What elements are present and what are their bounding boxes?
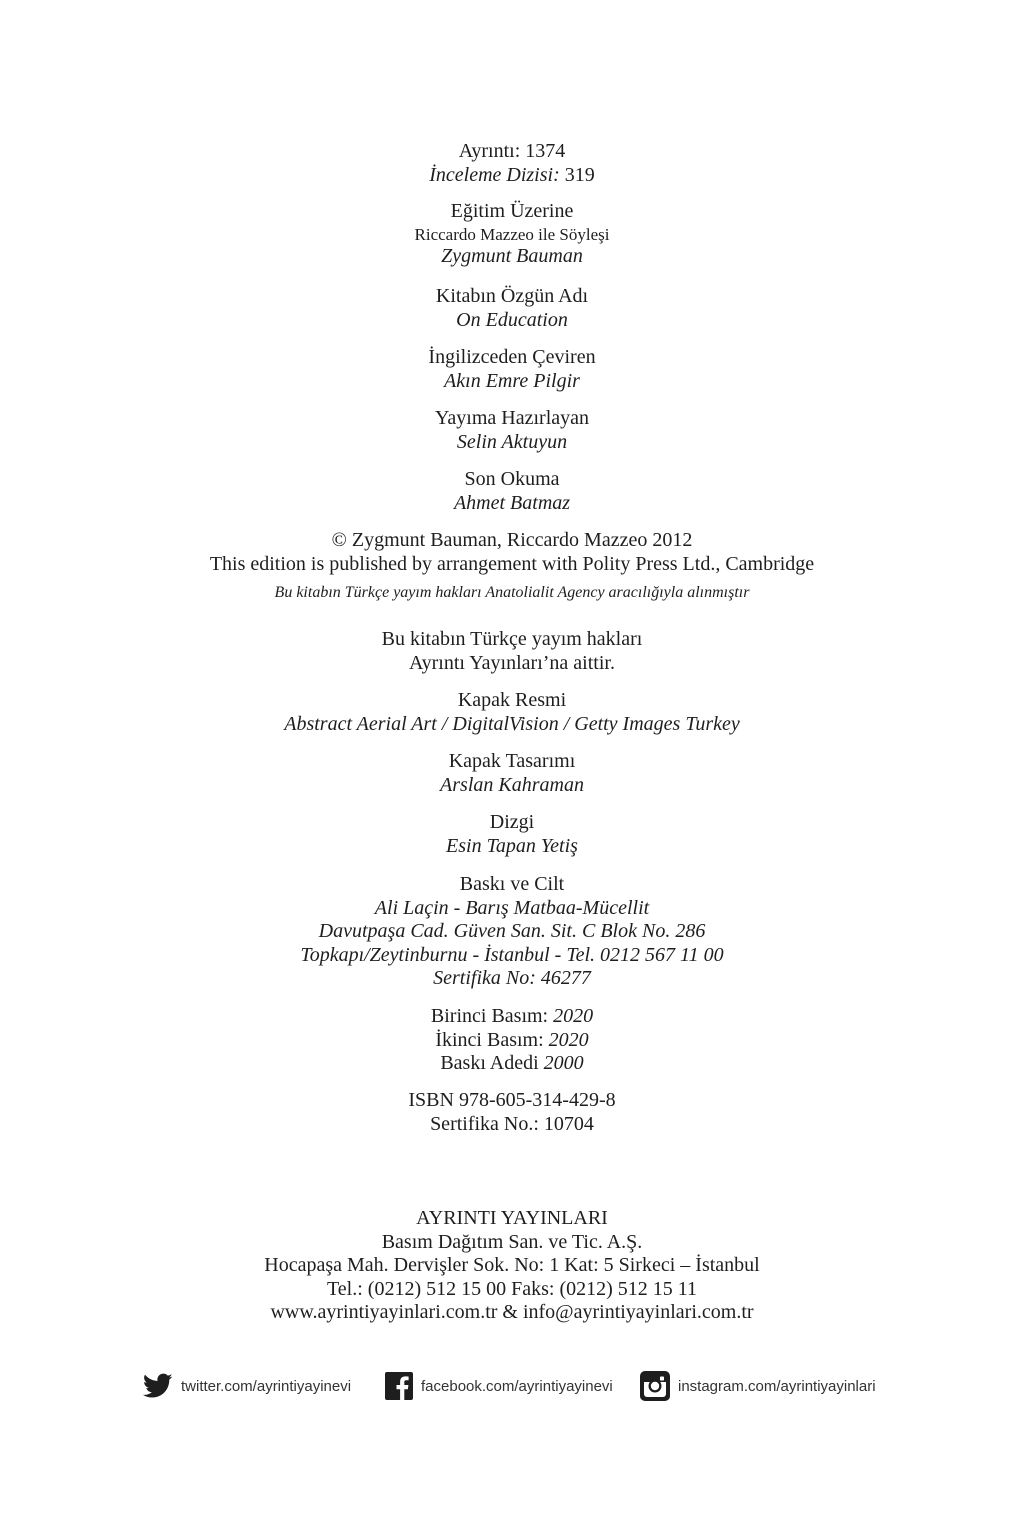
cover-design-label: Kapak Tasarımı xyxy=(448,750,576,772)
proofreading-label: Son Okuma xyxy=(464,468,560,490)
publisher-name: AYRINTI YAYINLARI xyxy=(416,1207,608,1229)
printing-label: Baskı ve Cilt xyxy=(459,873,565,895)
typesetting xyxy=(0,811,1024,858)
edition-arrangement: This edition is published by arrangement with Polity Press Ltd., Cambridge xyxy=(209,552,815,575)
agency-note: Bu kitabın Türkçe yayım hakları Anatolialit Agency aracılığıyla alınmıştır xyxy=(274,584,750,601)
printing xyxy=(0,873,1024,991)
editor-name: Selin Aktuyun xyxy=(456,430,568,453)
twitter-icon xyxy=(143,1373,173,1399)
instagram-link[interactable] xyxy=(640,1366,876,1406)
editor-label: Yayıma Hazırlayan xyxy=(434,407,590,429)
cover-design xyxy=(0,750,1024,797)
printer-name: Ali Laçin - Barış Matbaa-Mücellit xyxy=(374,896,650,919)
first-edition-year: 2020 xyxy=(553,1005,594,1027)
editions xyxy=(0,1005,1024,1076)
facebook-link[interactable] xyxy=(385,1366,613,1406)
isbn-info xyxy=(0,1089,1024,1136)
first-edition xyxy=(0,1005,1024,1029)
translator-label: İngilizceden Çeviren xyxy=(428,346,596,368)
editor xyxy=(0,407,1024,454)
book-author: Zygmunt Bauman xyxy=(441,244,583,267)
publisher-address: Hocapaşa Mah. Dervişler Sok. No: 1 Kat: 5 Sirkeci – İstanbul xyxy=(264,1254,760,1276)
series-number: Ayrıntı: 1374 xyxy=(458,140,566,162)
publisher-certificate: Sertifika No.: 10704 xyxy=(430,1112,594,1135)
original-title-value: On Education xyxy=(456,308,568,331)
twitter-text: twitter.com/ayrintiyayinevi xyxy=(181,1377,352,1395)
book-subtitle: Riccardo Mazzeo ile Söyleşi xyxy=(414,224,610,244)
cover-image-credit: Abstract Aerial Art / DigitalVision / Getty Images Turkey xyxy=(284,712,740,735)
second-edition xyxy=(0,1029,1024,1053)
proofreading xyxy=(0,468,1024,515)
print-run xyxy=(0,1052,1024,1076)
printer-address-2: Topkapı/Zeytinburnu - İstanbul - Tel. 0212 567 11 00 xyxy=(300,943,724,966)
print-run-label: Baskı Adedi xyxy=(440,1052,539,1074)
translator-name: Akın Emre Pilgir xyxy=(444,369,580,392)
publisher-info xyxy=(0,1207,1024,1325)
social-links xyxy=(0,1366,1024,1406)
subseries-line xyxy=(0,164,1024,188)
facebook-text: facebook.com/ayrintiyayinevi xyxy=(421,1377,613,1395)
rights-line-2: Ayrıntı Yayınları’na aittir. xyxy=(409,651,615,674)
proofreading-name: Ahmet Batmaz xyxy=(453,491,571,514)
series-info xyxy=(0,140,1024,187)
typesetting-label: Dizgi xyxy=(489,811,535,833)
cover-image-label: Kapak Resmi xyxy=(457,689,567,711)
cover-image xyxy=(0,689,1024,736)
instagram-icon xyxy=(640,1371,670,1401)
print-run-count: 2000 xyxy=(543,1052,584,1074)
translator xyxy=(0,346,1024,393)
book-info xyxy=(0,200,1024,268)
original-title-label: Kitabın Özgün Adı xyxy=(435,285,589,307)
printer-certificate: Sertifika No: 46277 xyxy=(433,967,591,989)
original-title xyxy=(0,285,1024,332)
copyright-line: © Zygmunt Bauman, Riccardo Mazzeo 2012 xyxy=(331,529,693,551)
publisher-phone: Tel.: (0212) 512 15 00 Faks: (0212) 512 15 11 xyxy=(326,1277,698,1300)
twitter-link[interactable] xyxy=(143,1366,351,1406)
facebook-icon xyxy=(385,1372,413,1400)
subseries-number: 319 xyxy=(564,163,595,186)
copyright xyxy=(0,529,1024,602)
instagram-text: instagram.com/ayrintiyayinlari xyxy=(678,1377,876,1395)
second-edition-year: 2020 xyxy=(548,1028,589,1051)
cover-designer: Arslan Kahraman xyxy=(440,773,584,796)
first-edition-label: Birinci Basım: xyxy=(430,1005,549,1027)
publisher-company: Basım Dağıtım San. ve Tic. A.Ş. xyxy=(381,1230,643,1253)
book-title: Eğitim Üzerine xyxy=(450,200,574,222)
rights-line-1: Bu kitabın Türkçe yayım hakları xyxy=(381,628,643,650)
isbn: ISBN 978-605-314-429-8 xyxy=(408,1089,616,1111)
subseries-label: İnceleme Dizisi: xyxy=(429,163,560,186)
printer-address-1: Davutpaşa Cad. Güven San. Sit. C Blok No. 286 xyxy=(318,920,706,942)
publisher-web: www.ayrintiyayinlari.com.tr & info@ayrintiyayinlari.com.tr xyxy=(270,1301,754,1323)
typesetter: Esin Tapan Yetiş xyxy=(446,834,578,857)
rights xyxy=(0,628,1024,675)
second-edition-label: İkinci Basım: xyxy=(435,1028,544,1051)
